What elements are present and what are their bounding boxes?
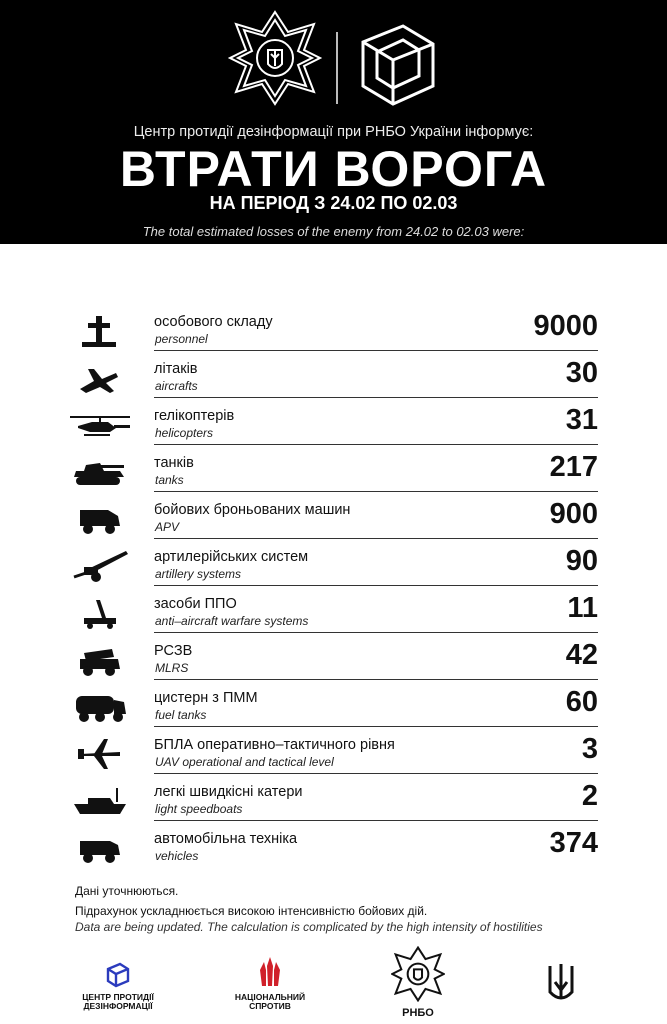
loss-value: 9000 — [533, 310, 598, 342]
row-divider — [154, 632, 598, 633]
artillery-icon — [70, 549, 130, 583]
loss-value: 900 — [549, 498, 598, 530]
loss-label-ua: легкі швидкісні катери — [154, 784, 303, 800]
loss-value: 60 — [565, 686, 598, 718]
row-divider — [154, 773, 598, 774]
loss-row-speedboats — [70, 780, 600, 826]
cube-logo-icon — [105, 962, 131, 988]
loss-label-ua: бойових броньованих машин — [154, 502, 351, 518]
loss-label-ua: гелікоптерів — [154, 408, 235, 424]
loss-value: 42 — [565, 639, 598, 671]
footer-note-1: Дані уточнюються. — [75, 884, 179, 898]
apv-icon — [70, 502, 130, 536]
air-defense-icon — [70, 596, 130, 630]
loss-label-en: APV — [155, 520, 180, 534]
loss-label-ua: РСЗВ — [154, 643, 193, 659]
row-divider — [154, 491, 598, 492]
loss-row-tanks — [70, 451, 600, 497]
loss-row-uav — [70, 733, 600, 779]
speedboat-icon — [70, 784, 130, 818]
header-subtitle-ua: Центр протидії дезінформації при РНБО України інформує: — [133, 124, 534, 140]
loss-label-ua: БПЛА оперативно–тактичного рівня — [154, 737, 395, 753]
rnbo-seal-icon — [228, 10, 322, 106]
row-divider — [154, 350, 598, 351]
footer-logo-disinfo-center — [82, 962, 154, 1011]
footer-logo-national-resistance — [232, 956, 308, 1011]
row-divider — [154, 585, 598, 586]
period-label: НА ПЕРІОД З 24.02 ПО 02.03 — [209, 193, 458, 213]
loss-label-en: tanks — [155, 473, 184, 487]
footer-note-en: Data are being updated. The calculation is complicated by the high intensity of hostilities — [75, 920, 543, 934]
loss-label-ua: засоби ППО — [154, 596, 237, 612]
cube-logo-icon — [355, 22, 439, 108]
fuel-tank-icon — [70, 690, 130, 724]
logo-caption: ДЕЗІНФОРМАЦІЇ — [83, 1001, 153, 1011]
header-logos — [0, 10, 667, 110]
loss-label-en: MLRS — [155, 661, 189, 675]
row-divider — [154, 820, 598, 821]
loss-row-fuel-tanks — [70, 686, 600, 732]
tank-icon — [70, 455, 130, 489]
vehicle-icon — [70, 831, 130, 865]
row-divider — [154, 397, 598, 398]
loss-row-aircrafts — [70, 357, 600, 403]
loss-label-en: helicopters — [155, 426, 214, 440]
header-divider — [336, 32, 338, 104]
loss-label-en: artillery systems — [155, 567, 242, 581]
loss-label-en: UAV operational and tactical level — [155, 755, 334, 769]
footer-logo-rnbo — [388, 946, 448, 1019]
loss-label-en: light speedboats — [155, 802, 243, 816]
loss-row-air-defense — [70, 592, 600, 638]
trident-icon — [546, 962, 576, 1006]
aircraft-icon — [70, 361, 130, 395]
rnbo-seal-icon — [391, 946, 445, 1002]
row-divider — [154, 679, 598, 680]
loss-value: 2 — [581, 780, 598, 812]
logo-caption: СПРОТИВ — [249, 1001, 291, 1011]
loss-label-en: aircrafts — [155, 379, 198, 393]
loss-value: 30 — [565, 357, 598, 389]
footer-note-2: Підрахунок ускладнюється високою інтенсивністю бойових дій. — [75, 904, 428, 918]
row-divider — [154, 726, 598, 727]
resistance-flames-icon — [258, 956, 282, 988]
logo-caption: НАЦІОНАЛЬНИЙ — [234, 992, 306, 1002]
logo-caption: РНБО — [402, 1007, 434, 1019]
loss-value: 3 — [581, 733, 598, 765]
uav-icon — [70, 737, 130, 771]
loss-row-helicopters — [70, 404, 600, 450]
header-subtitle-en: The total estimated losses of the enemy from 24.02 to 02.03 were: — [142, 224, 525, 239]
loss-label-en: fuel tanks — [155, 708, 207, 722]
logo-caption: ЦЕНТР ПРОТИДІЇ — [82, 992, 154, 1002]
helicopter-icon — [70, 408, 130, 442]
loss-row-vehicles — [70, 827, 600, 873]
loss-value: 374 — [549, 827, 598, 859]
footer-logo-trident — [544, 962, 578, 1011]
loss-label-ua: автомобільна техніка — [154, 831, 298, 847]
loss-label-ua: літаків — [154, 361, 198, 377]
loss-label-ua: танків — [154, 455, 194, 471]
loss-label-en: vehicles — [155, 849, 199, 863]
page-title: ВТРАТИ ВОРОГА — [119, 141, 548, 197]
loss-row-mlrs — [70, 639, 600, 685]
cross-icon — [70, 314, 130, 348]
row-divider — [154, 538, 598, 539]
loss-label-en: anti–aircraft warfare systems — [155, 614, 309, 628]
loss-label-ua: цистерн з ПММ — [154, 690, 258, 706]
loss-row-artillery — [70, 545, 600, 591]
loss-value: 11 — [567, 592, 598, 624]
loss-label-ua: особового складу — [154, 314, 273, 330]
loss-label-ua: артилерійських систем — [154, 549, 309, 565]
mlrs-icon — [70, 643, 130, 677]
loss-row-apv — [70, 498, 600, 544]
header-banner — [0, 0, 667, 244]
loss-value: 217 — [549, 451, 598, 483]
loss-label-en: personnel — [155, 332, 208, 346]
row-divider — [154, 444, 598, 445]
loss-row-personnel — [70, 310, 600, 356]
loss-value: 31 — [565, 404, 598, 436]
loss-value: 90 — [565, 545, 598, 577]
